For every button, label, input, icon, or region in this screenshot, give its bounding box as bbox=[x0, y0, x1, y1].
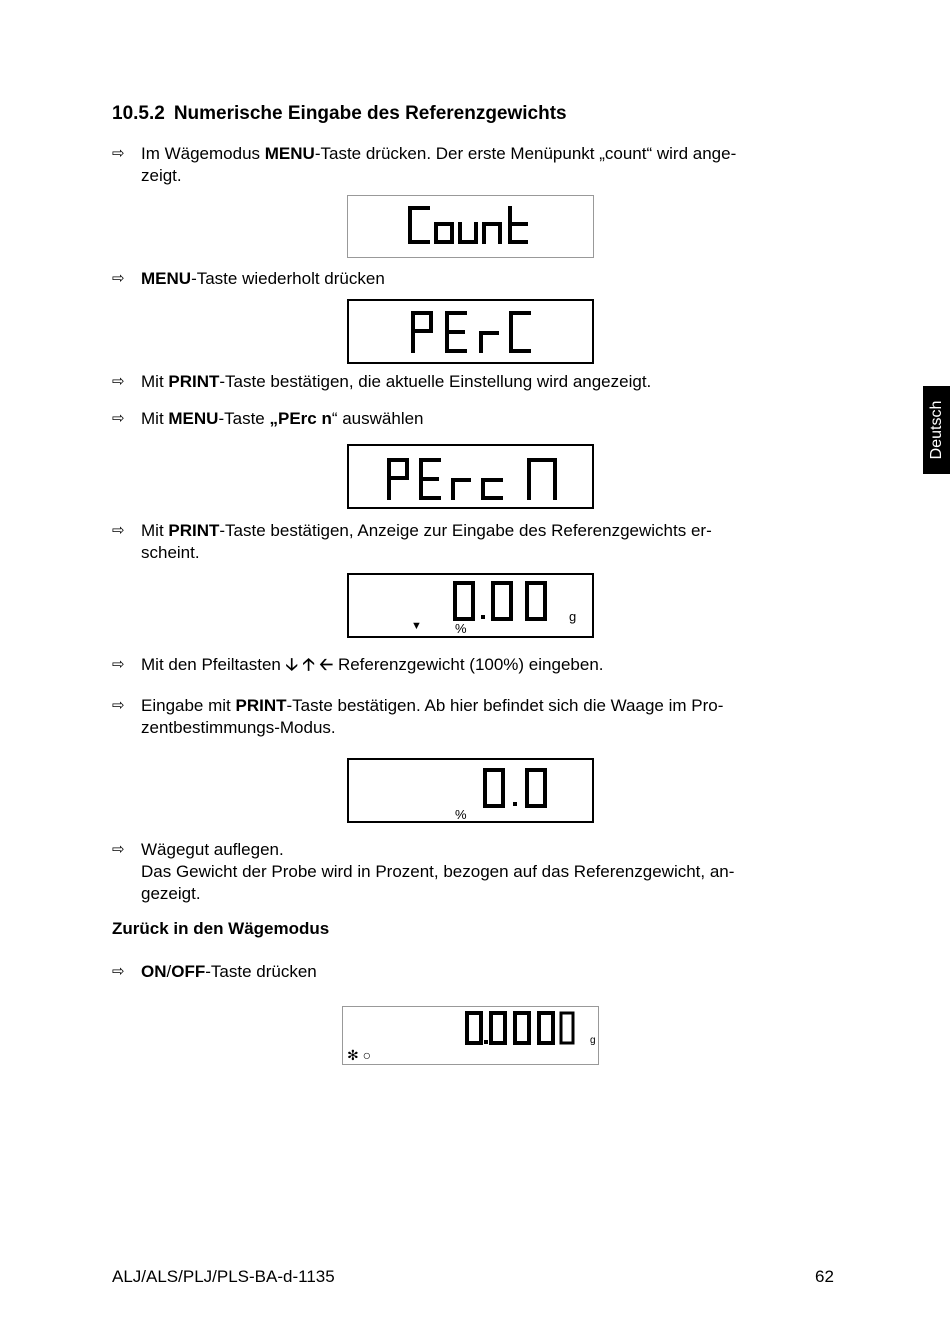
arrow-icon: ⇨ bbox=[112, 373, 125, 390]
down-marker-icon: ▼ bbox=[411, 620, 422, 632]
step-5: ⇨ Mit PRINT-Taste bestätigen, Anzeige zur Eingabe des Referenzgewichts er- scheint. bbox=[112, 521, 712, 562]
arrow-icon: ⇨ bbox=[112, 270, 125, 287]
stability-and-zero-icons: ✻ ○ bbox=[347, 1047, 372, 1063]
footer-page-number: 62 bbox=[815, 1267, 834, 1286]
unit-symbol: g bbox=[590, 1035, 596, 1046]
step-6: ⇨ Mit den Pfeiltasten 🡣 🡡 🡠 Referenzgewicht (100%) eingeben. bbox=[112, 655, 604, 674]
footer-document-id: ALJ/ALS/PLJ/PLS-BA-d-1135 bbox=[112, 1267, 335, 1286]
language-tab bbox=[923, 386, 950, 474]
lcd-display-zero-percent bbox=[347, 758, 594, 823]
arrow-icon: ⇨ bbox=[112, 656, 125, 673]
step-8: ⇨ Wägegut auflegen. Das Gewicht der Probe wird in Prozent, bezogen auf das Referenzgewicht, an- gezeigt. bbox=[112, 840, 735, 903]
arrow-icon: ⇨ bbox=[112, 697, 125, 714]
arrow-icon: ⇨ bbox=[112, 145, 125, 162]
unit-symbol: g bbox=[569, 609, 577, 624]
lcd-display-count bbox=[347, 195, 594, 258]
lcd-display-weighing-mode bbox=[342, 1006, 599, 1065]
step-7: ⇨ Eingabe mit PRINT-Taste bestätigen. Ab hier befindet sich die Waage im Pro- zentbestimmungs-Modus. bbox=[112, 696, 724, 737]
arrow-icon: ⇨ bbox=[112, 841, 125, 858]
arrow-icon: ⇨ bbox=[112, 410, 125, 427]
step-1: ⇨ Im Wägemodus MENU-Taste drücken. Der erste Menüpunkt „count“ wird ange- zeigt. bbox=[112, 144, 737, 185]
lcd-display-zero-grams bbox=[347, 573, 594, 638]
section-heading bbox=[112, 103, 567, 125]
step-9: ⇨ ON/OFF-Taste drücken bbox=[112, 962, 317, 981]
lcd-display-perc-n bbox=[347, 444, 594, 509]
step-4: ⇨ Mit MENU-Taste „PErc n“ auswählen bbox=[112, 409, 424, 428]
lcd-display-perc bbox=[347, 299, 594, 364]
section-title: Numerische Eingabe des Referenzgewichts bbox=[173, 103, 567, 124]
subheading-back-to-weighing: Zurück in den Wägemodus bbox=[112, 919, 330, 938]
percent-symbol: % bbox=[455, 621, 467, 636]
language-tab-label: Deutsch bbox=[927, 400, 945, 460]
step-3: ⇨ Mit PRINT-Taste bestätigen, die aktuelle Einstellung wird angezeigt. bbox=[112, 372, 652, 391]
arrow-keys-icons: 🡣 🡡 🡠 bbox=[285, 655, 334, 674]
section-number: 10.5.2 bbox=[112, 103, 165, 124]
arrow-icon: ⇨ bbox=[112, 522, 125, 539]
percent-symbol: % bbox=[455, 807, 467, 822]
arrow-icon: ⇨ bbox=[112, 963, 125, 980]
step-2: ⇨ MENU-Taste wiederholt drücken bbox=[112, 269, 385, 288]
